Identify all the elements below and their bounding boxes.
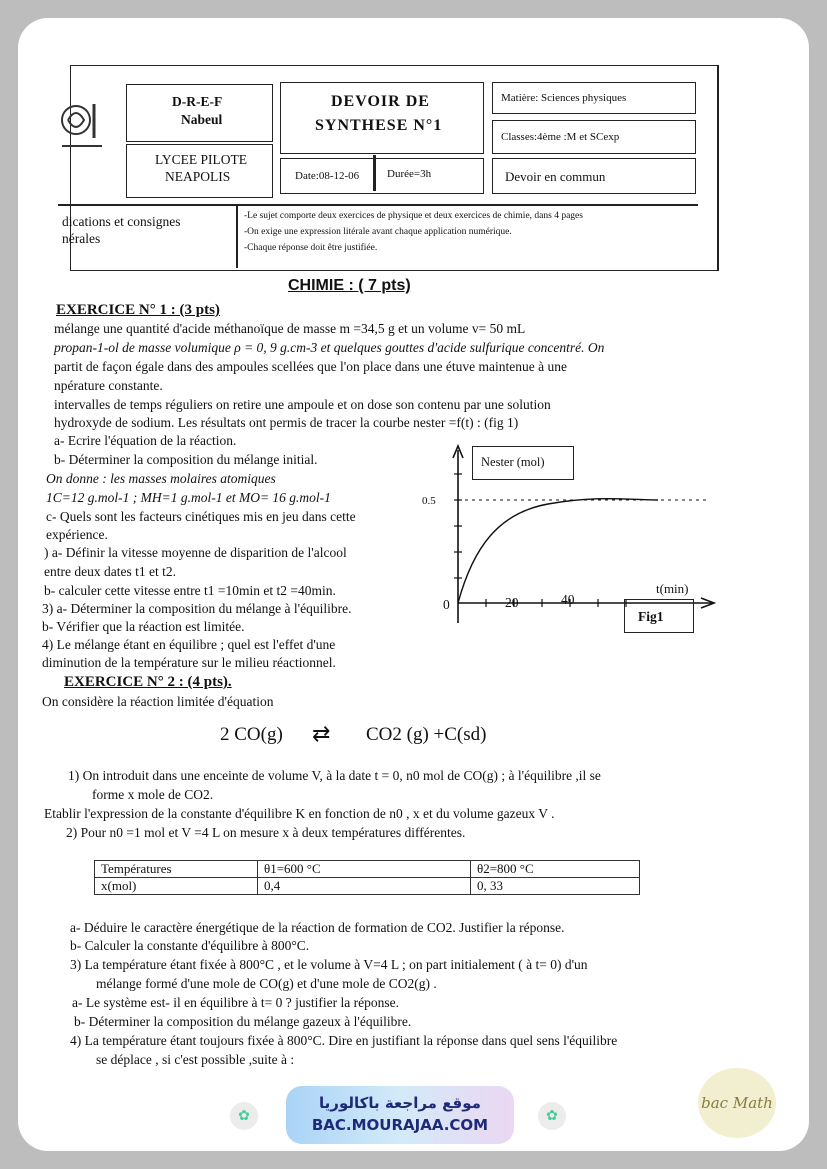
ex2-line: a- Le système est- il en équilibre à t= 0 ? justifier la réponse. — [72, 995, 399, 1010]
ex2-line: se déplace , si c'est possible ,suite à : — [96, 1052, 295, 1067]
title-box — [280, 82, 484, 154]
dref-box — [126, 84, 273, 142]
dref-label: D-R-E-F — [172, 94, 223, 109]
ex1-line: b- calculer cette vitesse entre t1 =10min et t2 =40min. — [44, 583, 336, 598]
ex1-line: intervalles de temps réguliers on retire une ampoule et on dose son contenu par une solution — [54, 397, 551, 412]
school-line-1: LYCEE PILOTE — [155, 152, 248, 167]
ex1-title: EXERCICE N° 1 : (3 pts) — [56, 302, 220, 318]
ex1-line: mélange une quantité d'acide méthanoïque de masse m =34,5 g et un volume v= 50 mL — [54, 321, 526, 336]
ex1-line: partit de façon égale dans des ampoules scellées que l'on place dans une étuve maintenue à une — [54, 359, 567, 374]
table-cell: Températures — [95, 861, 258, 878]
ex2-line: a- Déduire le caractère énergétique de la réaction de formation de CO2. Justifier la réponse. — [70, 920, 565, 935]
common-box — [492, 158, 696, 194]
bac-math-logo — [698, 1068, 776, 1138]
ex1-line: 4) Le mélange étant en équilibre ; quel est l'effet d'une — [42, 637, 336, 652]
ex1-line: propan-1-ol de masse volumique ρ = 0, 9 g.cm-3 et quelques gouttes d'acide sulfurique concentré. On — [54, 340, 605, 355]
instructions-divider — [236, 206, 238, 268]
school-logo-icon — [54, 88, 114, 158]
ex1-line: diminution de la température sur le milieu réactionnel. — [42, 655, 336, 670]
bac-math-text: bac Math — [701, 1094, 773, 1112]
ex1-line: 1C=12 g.mol-1 ; MH=1 g.mol-1 et MO= 16 g.mol-1 — [46, 490, 331, 505]
table-cell: θ2=800 °C — [471, 861, 640, 878]
ex1-line: On donne : les masses molaires atomiques — [46, 471, 276, 486]
ex1-line: npérature constante. — [54, 378, 163, 393]
ex2-line: b- Déterminer la composition du mélange gazeux à l'équilibre. — [74, 1014, 412, 1029]
instructions-title-1: dications et consignes — [62, 214, 181, 229]
ex1-line: hydroxyde de sodium. Les résultats ont permis de tracer la courbe nester =f(t) : (fig 1) — [54, 415, 519, 430]
ex2-title: EXERCICE N° 2 : (4 pts). — [64, 674, 232, 690]
site-arabic: موقع مراجعة باكالوريا — [319, 1094, 481, 1112]
table-row — [95, 861, 640, 878]
common-label: Devoir en commun — [505, 169, 606, 184]
x-tick-label: 0 — [443, 597, 450, 612]
ex1-line: c- Quels sont les facteurs cinétiques mis en jeu dans cette — [46, 509, 356, 524]
instruction-line-1: -Le sujet comporte deux exercices de physique et deux exercices de chimie, dans 4 pages — [244, 211, 583, 221]
school-box — [126, 144, 273, 198]
date-label: Date:08-12-06 — [295, 170, 360, 182]
right-seal-icon: ✿ — [538, 1102, 566, 1130]
exam-sheet — [18, 18, 809, 1151]
instruction-line-2: -On exige une expression litérale avant chaque application numérique. — [244, 227, 512, 237]
x-tick-label: 40 — [561, 592, 575, 607]
ex2-intro: On considère la réaction limitée d'équation — [42, 694, 274, 709]
y-tick-label: 0.5 — [422, 495, 436, 507]
chimie-title: CHIMIE : ( 7 pts) — [288, 277, 411, 294]
ylabel-box — [472, 446, 574, 480]
ex1-line: ) a- Définir la vitesse moyenne de disparition de l'alcool — [44, 545, 347, 560]
school-logo-box — [54, 88, 126, 194]
title-line-1: DEVOIR DE — [331, 93, 430, 110]
nester-curve — [458, 499, 658, 603]
ex1-line: a- Ecrire l'équation de la réaction. — [54, 433, 237, 448]
equation-right: CO2 (g) +C(sd) — [366, 724, 487, 745]
ex1-line: entre deux dates t1 et t2. — [44, 564, 176, 579]
ex2-q1-line-2: forme x mole de CO2. — [92, 787, 214, 802]
results-table — [94, 860, 640, 895]
site-url[interactable]: BAC.MOURAJAA.COM — [311, 1116, 489, 1134]
ex2-q1-line-3: Etablir l'expression de la constante d'équilibre K en fonction de n0 , x et du volume gazeux V . — [44, 806, 555, 821]
figure-xlabel: t(min) — [656, 581, 689, 596]
x-tick-label: 20 — [505, 595, 519, 610]
equation-arrow: ⇄ — [312, 721, 331, 746]
figure-ylabel: Nester (mol) — [481, 455, 545, 469]
ex2-line: 3) La température étant fixée à 800°C , et le volume à V=4 L ; on part initialement ( à t= 0) d'un — [70, 957, 588, 972]
date-box — [280, 158, 484, 194]
ex2-line: b- Calculer la constante d'équilibre à 800°C. — [70, 938, 310, 953]
ex1-line: b- Vérifier que la réaction est limitée. — [42, 619, 245, 634]
school-line-2: NEAPOLIS — [165, 169, 231, 184]
city-label: Nabeul — [181, 112, 223, 127]
subject-box — [492, 82, 696, 114]
subject-label: Matière: Sciences physiques — [501, 92, 627, 104]
duration-label: Durée=3h — [387, 168, 432, 180]
table-cell: θ1=600 °C — [258, 861, 471, 878]
table-cell: 0,4 — [258, 878, 471, 895]
date-divider — [373, 155, 376, 191]
fig-label-box — [624, 599, 694, 633]
ex1-line: b- Déterminer la composition du mélange initial. — [54, 452, 318, 467]
table-cell: 0, 33 — [471, 878, 640, 895]
left-seal-icon: ✿ — [230, 1102, 258, 1130]
classes-label: Classes:4ème :M et SCexp — [501, 131, 620, 143]
title-line-2: SYNTHESE N°1 — [315, 117, 443, 134]
classes-box — [492, 120, 696, 154]
equation-left: 2 CO(g) — [220, 724, 283, 745]
table-row — [95, 878, 640, 895]
ex2-line: mélange formé d'une mole de CO(g) et d'une mole de CO2(g) . — [96, 976, 437, 991]
table-cell: x(mol) — [95, 878, 258, 895]
ex1-line: 3) a- Déterminer la composition du mélange à l'équilibre. — [42, 601, 352, 616]
instruction-line-3: -Chaque réponse doit être justifiée. — [244, 243, 378, 253]
fig-label: Fig1 — [638, 609, 664, 624]
ex2-q1-line-1: 1) On introduit dans une enceinte de volume V, à la date t = 0, n0 mol de CO(g) ; à l'équilibre ,il se — [68, 768, 601, 783]
instructions-title-2: nérales — [62, 231, 101, 246]
ex2-q2: 2) Pour n0 =1 mol et V =4 L on mesure x à deux températures différentes. — [66, 825, 466, 840]
site-badge[interactable] — [286, 1086, 514, 1144]
header-separator — [58, 204, 698, 206]
ex2-line: 4) La température étant toujours fixée à 800°C. Dire en justifiant la réponse dans quel sens l'équilibre — [70, 1033, 618, 1048]
ex1-line: expérience. — [46, 527, 108, 542]
